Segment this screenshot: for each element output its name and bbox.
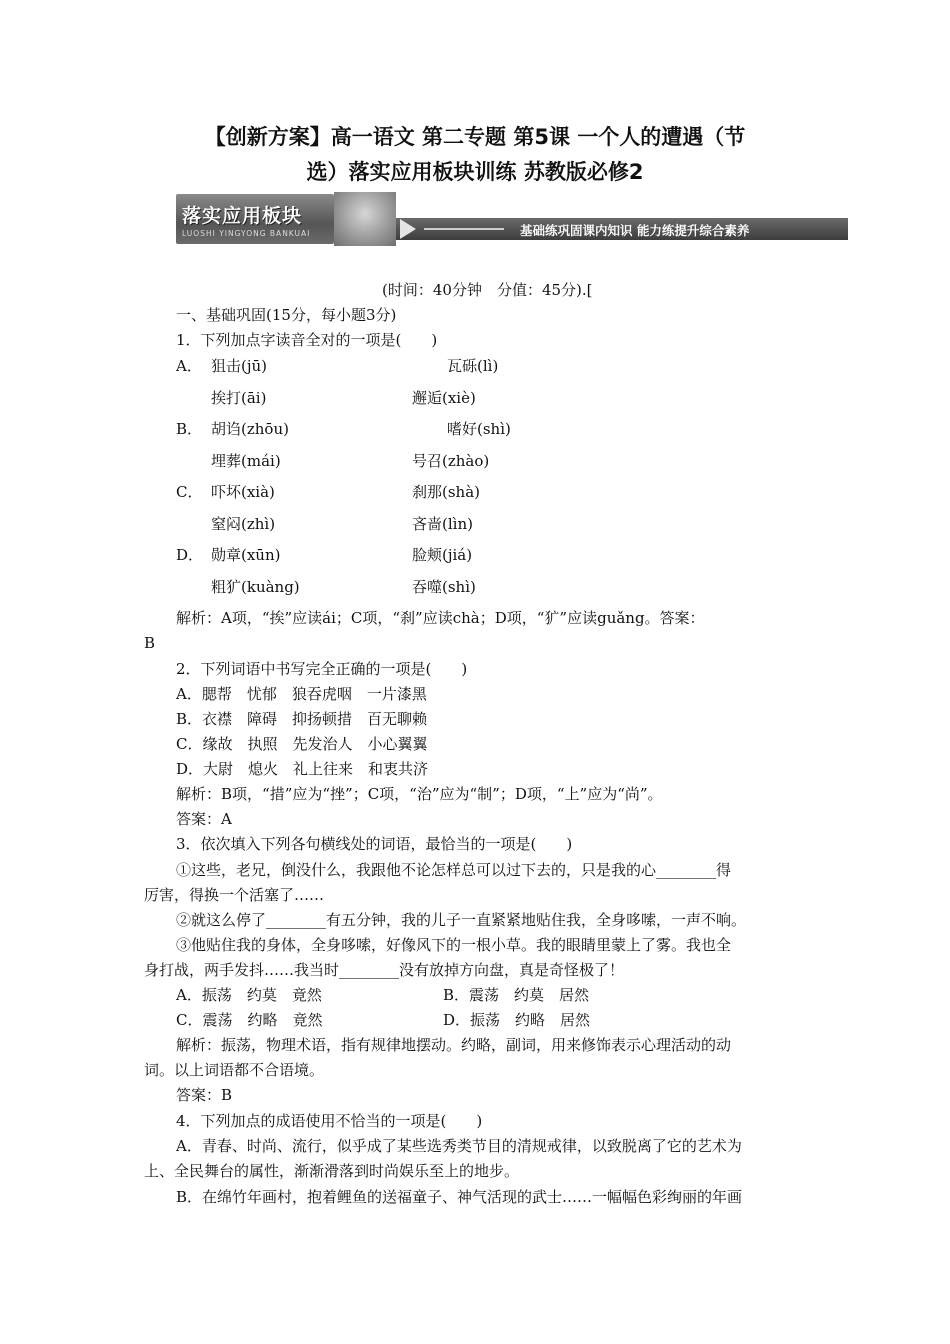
play-arrow-icon <box>400 219 416 239</box>
option-label: C． <box>176 483 203 501</box>
q1-b4: 号召(zhào) <box>412 452 490 470</box>
q2-option-b: B．衣襟 障碍 抑扬顿措 百无聊赖 <box>176 710 428 728</box>
banner-photo <box>334 192 396 246</box>
q1-d3: 粗犷(kuàng) <box>211 578 300 596</box>
q3-sentence-1-cont: 厉害，得换一个活塞了…… <box>144 886 325 904</box>
q3-sentence-3-cont: 身打战，两手发抖……我当时________没有放掉方向盘，真是奇怪极了！ <box>144 961 625 979</box>
q4-option-b: B．在绵竹年画村，抱着鲤鱼的送福童子、神气活现的武士……一幅幅色彩绚丽的年画 <box>176 1188 743 1206</box>
banner-logo-text: 落实应用板块 <box>182 205 303 227</box>
q3-sentence-3: ③他贴住我的身体，全身哆嗦，好像风下的一根小草。我的眼睛里蒙上了雾。我也全 <box>176 936 732 954</box>
option-label: A． <box>176 357 202 375</box>
document-title-line1: 【创新方案】高一语文 第二专题 第5课 一个人的遭遇（节 <box>204 125 746 149</box>
section-banner <box>176 192 848 246</box>
q4-option-a: A．青春、时尚、流行，似乎成了某些选秀类节目的清规戒律，以致脱离了它的艺术为 <box>176 1137 742 1155</box>
q1-b2: 嗜好(shì) <box>447 420 511 438</box>
q1-a2: 瓦砾(lì) <box>447 357 499 375</box>
question-3-stem: 3．依次填入下列各句横线处的词语，最恰当的一项是( ) <box>176 835 573 853</box>
question-1-stem: 1．下列加点字读音全对的一项是( ) <box>176 331 438 349</box>
q2-option-a: A．腮帮 忧郁 狼吞虎咽 一片漆黑 <box>176 685 427 703</box>
q1-answer: B <box>144 634 156 652</box>
q3-sentence-1: ①这些，老兄，倒没什么，我跟他不论怎样总可以过下去的，只是我的心________得 <box>176 861 732 879</box>
q1-d1: 勋章(xūn) <box>211 546 281 564</box>
banner-slogan: 基础练巩固课内知识 能力练提升综合素养 <box>520 223 750 238</box>
q1-a3: 挨打(āi) <box>211 389 267 407</box>
q3-option-c: C．震荡 约略 竟然 <box>176 1011 323 1029</box>
q1-b3: 埋葬(mái) <box>211 452 281 470</box>
q3-analysis: 解析：振荡，物理术语，指有规律地摆动。约略，副词，用来修饰表示心理活动的动 <box>176 1036 732 1054</box>
exam-meta: (时间：40分钟 分值：45分).[ <box>382 281 593 299</box>
q1-a4: 邂逅(xiè) <box>412 389 476 407</box>
q2-option-d: D．大尉 熄火 礼上往来 和衷共济 <box>176 760 429 778</box>
question-4-stem: 4．下列加点的成语使用不恰当的一项是( ) <box>176 1112 483 1130</box>
q1-a1: 狙击(jū) <box>211 357 268 375</box>
q1-c4: 吝啬(lìn) <box>412 515 473 533</box>
q3-answer: 答案：B <box>176 1086 233 1104</box>
q4-option-a-cont: 上、全民舞台的属性，渐渐滑落到时尚娱乐至上的地步。 <box>144 1162 520 1180</box>
q1-d2: 脸颊(jiá) <box>412 546 473 564</box>
banner-logo <box>176 194 334 244</box>
q1-c3: 窒闷(zhì) <box>211 515 276 533</box>
q1-b1: 胡诌(zhōu) <box>211 420 289 438</box>
section-heading: 一、基础巩固(15分，每小题3分) <box>176 306 397 324</box>
option-label: B． <box>176 420 203 438</box>
q1-d4: 吞噬(shì) <box>412 578 476 596</box>
document-title-line2: 选）落实应用板块训练 苏教版必修2 <box>306 160 644 184</box>
q3-option-d: D．振荡 约略 居然 <box>443 1011 591 1029</box>
q2-analysis: 解析：B项，“措”应为“挫”；C项，“治”应为“制”；D项，“上”应为“尚”。 <box>176 785 663 803</box>
q2-option-c: C．缘故 执照 先发治人 小心翼翼 <box>176 735 428 753</box>
option-label: D． <box>176 546 204 564</box>
question-2-stem: 2．下列词语中书写完全正确的一项是( ) <box>176 660 468 678</box>
banner-divider <box>424 228 504 230</box>
q3-option-b: B．震荡 约莫 居然 <box>443 986 590 1004</box>
q2-answer: 答案：A <box>176 810 232 828</box>
q1-analysis: 解析：A项，“挨”应读ái；C项，“刹”应读chà；D项，“犷”应读guǎng。答案： <box>176 609 705 627</box>
q1-c1: 吓坏(xià) <box>211 483 275 501</box>
q1-c2: 刹那(shà) <box>412 483 481 501</box>
banner-logo-pinyin: LUOSHI YINGYONG BANKUAI <box>182 229 311 238</box>
q3-option-a: A．振荡 约莫 竟然 <box>176 986 322 1004</box>
q3-analysis-cont: 词。以上词语都不合语境。 <box>144 1061 325 1079</box>
q3-sentence-2: ②就这么停了________有五分钟，我的儿子一直紧紧地贴住我，全身哆嗦，一声不响。 <box>176 911 747 929</box>
